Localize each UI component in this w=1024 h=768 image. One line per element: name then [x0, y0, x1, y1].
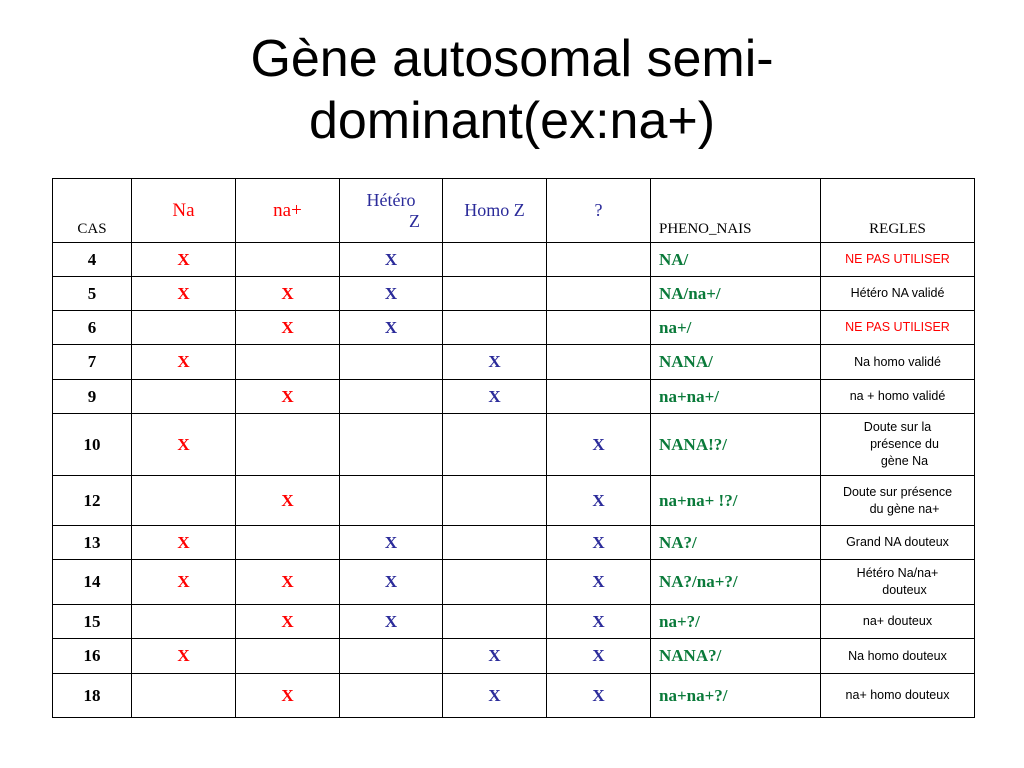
cell-pheno: na+na+ !?/ — [651, 476, 821, 526]
cell-regle: NE PAS UTILISER — [821, 311, 975, 345]
cell-na: X — [132, 243, 236, 277]
cell-cas: 16 — [53, 639, 132, 674]
cell-na-plus: X — [236, 311, 340, 345]
cell-na-plus: X — [236, 380, 340, 414]
cell-homo — [443, 243, 547, 277]
cell-cas: 13 — [53, 526, 132, 560]
cell-pheno: na+?/ — [651, 605, 821, 639]
table-row — [53, 605, 975, 639]
cell-question — [547, 345, 651, 380]
regle-line: Hétéro Na/na+ — [856, 566, 939, 580]
cell-question — [547, 380, 651, 414]
cell-regle — [821, 560, 975, 605]
header-hetero-line1: Hétéro — [366, 189, 416, 210]
regle-line: Doute sur la — [863, 420, 932, 434]
cell-regle — [821, 414, 975, 476]
cell-homo — [443, 605, 547, 639]
cell-regle: Na homo validé — [821, 345, 975, 380]
cell-homo — [443, 476, 547, 526]
table-row — [53, 277, 975, 311]
table-row — [53, 345, 975, 380]
cell-na — [132, 674, 236, 718]
cell-pheno: na+na+/ — [651, 380, 821, 414]
cell-na-plus — [236, 639, 340, 674]
cell-cas: 7 — [53, 345, 132, 380]
cell-question — [547, 243, 651, 277]
cell-na: X — [132, 414, 236, 476]
cell-question — [547, 277, 651, 311]
header-na-plus: na+ — [236, 179, 340, 243]
cell-na: X — [132, 345, 236, 380]
table-row — [53, 311, 975, 345]
header-homo: Homo Z — [443, 179, 547, 243]
header-pheno: PHENO_NAIS — [651, 179, 821, 243]
cell-hetero: X — [340, 526, 443, 560]
cell-na: X — [132, 639, 236, 674]
cell-hetero — [340, 380, 443, 414]
cell-question: X — [547, 605, 651, 639]
cell-cas: 4 — [53, 243, 132, 277]
cell-pheno: NA?/na+?/ — [651, 560, 821, 605]
cell-regle: NE PAS UTILISER — [821, 243, 975, 277]
table-row — [53, 639, 975, 674]
cell-hetero — [340, 414, 443, 476]
cell-homo — [443, 526, 547, 560]
cell-cas: 15 — [53, 605, 132, 639]
cell-question: X — [547, 526, 651, 560]
cell-question: X — [547, 414, 651, 476]
gene-cases-table — [52, 178, 975, 718]
table-body — [53, 243, 975, 718]
cell-question: X — [547, 674, 651, 718]
cell-na-plus — [236, 345, 340, 380]
table-row — [53, 526, 975, 560]
cell-regle: na+ homo douteux — [821, 674, 975, 718]
cell-na — [132, 476, 236, 526]
cell-na: X — [132, 526, 236, 560]
cell-regle: na + homo validé — [821, 380, 975, 414]
cell-pheno: na+/ — [651, 311, 821, 345]
cell-question — [547, 311, 651, 345]
cell-na: X — [132, 560, 236, 605]
cell-homo: X — [443, 380, 547, 414]
table-row — [53, 380, 975, 414]
cell-na-plus: X — [236, 560, 340, 605]
cell-na-plus: X — [236, 674, 340, 718]
header-hetero-line2: Z — [409, 210, 420, 231]
cell-pheno: NA/ — [651, 243, 821, 277]
header-cas: CAS — [53, 179, 132, 243]
table-row — [53, 476, 975, 526]
cell-regle: Grand NA douteux — [821, 526, 975, 560]
header-hetero — [340, 179, 443, 243]
table-row — [53, 243, 975, 277]
title-line-2: dominant(ex:na+) — [308, 92, 716, 150]
cell-na — [132, 311, 236, 345]
title-line-1: Gène autosomal semi- — [250, 30, 774, 88]
header-na: Na — [132, 179, 236, 243]
cell-hetero: X — [340, 605, 443, 639]
cell-hetero: X — [340, 560, 443, 605]
cell-na-plus — [236, 526, 340, 560]
cell-pheno: NA/na+/ — [651, 277, 821, 311]
cell-cas: 6 — [53, 311, 132, 345]
cell-na-plus — [236, 243, 340, 277]
regle-line: gène Na — [880, 454, 929, 468]
cell-cas: 12 — [53, 476, 132, 526]
cell-cas: 9 — [53, 380, 132, 414]
cell-hetero: X — [340, 277, 443, 311]
cell-hetero — [340, 674, 443, 718]
cell-regle: Hétéro NA validé — [821, 277, 975, 311]
cell-pheno: NANA/ — [651, 345, 821, 380]
regle-line: du gène na+ — [869, 501, 940, 516]
header-question: ? — [547, 179, 651, 243]
regle-line: présence du — [870, 437, 939, 451]
slide-title — [0, 28, 1024, 152]
cell-homo — [443, 560, 547, 605]
cell-question: X — [547, 639, 651, 674]
cell-homo: X — [443, 674, 547, 718]
cell-homo: X — [443, 345, 547, 380]
cell-regle: Na homo douteux — [821, 639, 975, 674]
cell-homo — [443, 414, 547, 476]
cell-na-plus — [236, 414, 340, 476]
regle-line: Doute sur présence — [842, 484, 953, 499]
cell-pheno: na+na+?/ — [651, 674, 821, 718]
cell-cas: 10 — [53, 414, 132, 476]
cell-hetero: X — [340, 311, 443, 345]
table-row — [53, 674, 975, 718]
cell-hetero — [340, 639, 443, 674]
table-header-row — [53, 179, 975, 243]
cell-hetero: X — [340, 243, 443, 277]
cell-pheno: NANA?/ — [651, 639, 821, 674]
cell-na-plus: X — [236, 277, 340, 311]
cell-hetero — [340, 476, 443, 526]
table-row — [53, 414, 975, 476]
cell-regle: na+ douteux — [821, 605, 975, 639]
cell-cas: 18 — [53, 674, 132, 718]
cell-homo: X — [443, 639, 547, 674]
cell-homo — [443, 277, 547, 311]
cell-cas: 5 — [53, 277, 132, 311]
regle-line: douteux — [882, 583, 927, 597]
cell-question: X — [547, 476, 651, 526]
cell-question: X — [547, 560, 651, 605]
cell-na — [132, 605, 236, 639]
cell-na-plus: X — [236, 476, 340, 526]
cell-pheno: NA?/ — [651, 526, 821, 560]
cell-hetero — [340, 345, 443, 380]
cell-na-plus: X — [236, 605, 340, 639]
cell-na — [132, 380, 236, 414]
cell-na: X — [132, 277, 236, 311]
table-row — [53, 560, 975, 605]
cell-homo — [443, 311, 547, 345]
header-regles: REGLES — [821, 179, 975, 243]
cell-cas: 14 — [53, 560, 132, 605]
cell-pheno: NANA!?/ — [651, 414, 821, 476]
cell-regle — [821, 476, 975, 526]
